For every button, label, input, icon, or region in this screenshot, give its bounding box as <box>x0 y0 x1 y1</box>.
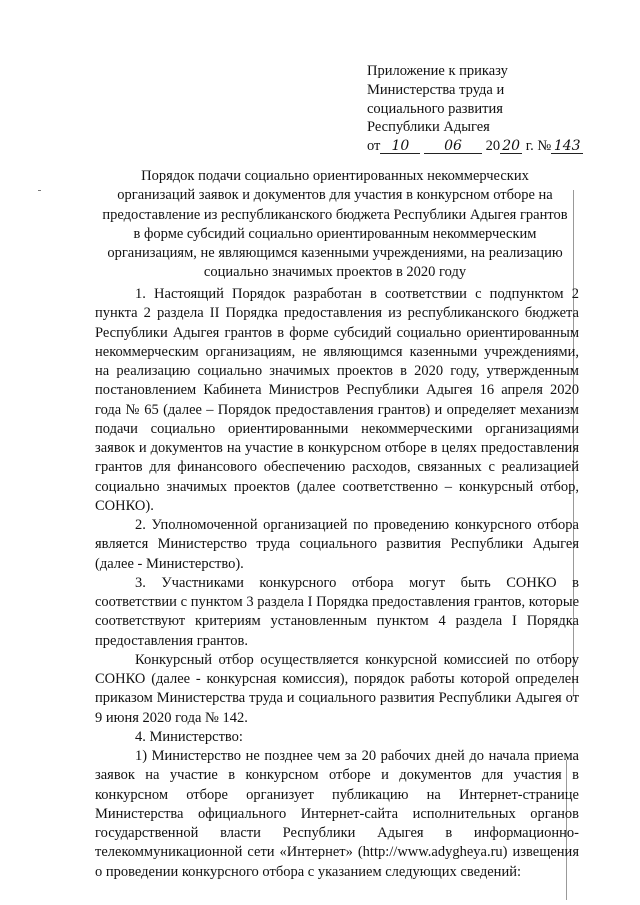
scan-speck <box>38 190 41 191</box>
appendix-line: социального развития <box>367 100 503 117</box>
title-line: предоставление из республиканского бюджета Республики Адыгея грантов <box>102 206 568 223</box>
title-line: организациям, не являющимся казенными учреждениями, на реализацию <box>107 245 563 262</box>
handwritten-number: 143 <box>553 138 581 155</box>
paragraph-2: 2. Уполномоченной организацией по проведению конкурсного отбора является Министерство труда социального развития Республики Адыгея (далее - Министерство). <box>95 517 579 572</box>
paragraph-1: 1. Настоящий Порядок разработан в соответствии с подпунктом 2 пункта 2 раздела II Порядка предоставления из республиканского бюджета Республики Адыгея грантов в форме субсидий социально ориентированным некоммерческим организациям, не являющимся казенными учреждениями, на реализацию социально значимых проектов в 2020 году, утвержденным постановлением Кабинета Министров Республики Адыгея 16 апреля 2020 года № 65 (далее – Порядок предоставления грантов) и определяет механизм подачи социально ориентированными некоммерческими организациями заявок и документов на участие в конкурсном отборе в целях предоставления грантов для финансового обеспечению расходов, связанных с реализацией социально значимых проектов (далее соответственно – конкурсный отбор, СОНКО). <box>95 286 579 514</box>
document-body <box>95 285 579 882</box>
handwritten-year: 20 <box>502 138 521 155</box>
handwritten-month: 06 <box>444 138 462 155</box>
paragraph-4-1: 1) Министерство не позднее чем за 20 рабочих дней до начала приема заявок на участие в конкурсном отборе и документов для участия в конкурсном отборе организует публикацию на Интернет-странице Министерства официального Интернет-сайта исполнительных органов государственной власти Республики Адыгея в информационно-телекоммуникационной сети «Интернет» (http://www.adygheya.ru) извещения о проведении конкурсного отбора с указанием следующих сведений: <box>95 748 579 880</box>
paragraph-commission: Конкурсный отбор осуществляется конкурсной комиссией по отбору СОНКО (далее - конкурсная комиссия), порядок работы которой определен приказом Министерства труда и социального развития Республики Адыгея от 9 июня 2020 года № 142. <box>95 651 579 726</box>
document-title <box>95 167 575 283</box>
paragraph-3: 3. Участниками конкурсного отбора могут быть СОНКО в соответствии с пунктом 3 раздела I Порядка предоставления грантов, которые соответствуют критериям установленным пунктом 4 раздела I Порядка предоставления грантов. <box>95 574 579 649</box>
appendix-line: Приложение к приказу <box>367 63 508 79</box>
date-prefix: от <box>367 138 381 155</box>
handwritten-day: 10 <box>391 138 410 155</box>
title-line: организаций заявок и документов для участия в конкурсном отборе на <box>117 187 553 204</box>
year-prefix: 20 <box>485 138 501 155</box>
appendix-line: Министерства труда и <box>367 81 505 98</box>
title-line: социально значимых проектов в 2020 году <box>203 264 467 281</box>
title-line: в форме субсидий социально ориентированным некоммерческим <box>133 225 537 242</box>
paragraph-4: 4. Министерство: <box>135 728 243 745</box>
number-prefix: г. № <box>525 138 552 155</box>
appendix-header <box>367 62 583 156</box>
title-line: Порядок подачи социально ориентированных некоммерческих <box>141 168 529 184</box>
appendix-line: Республики Адыгея <box>367 119 490 136</box>
order-date-line <box>367 137 583 156</box>
